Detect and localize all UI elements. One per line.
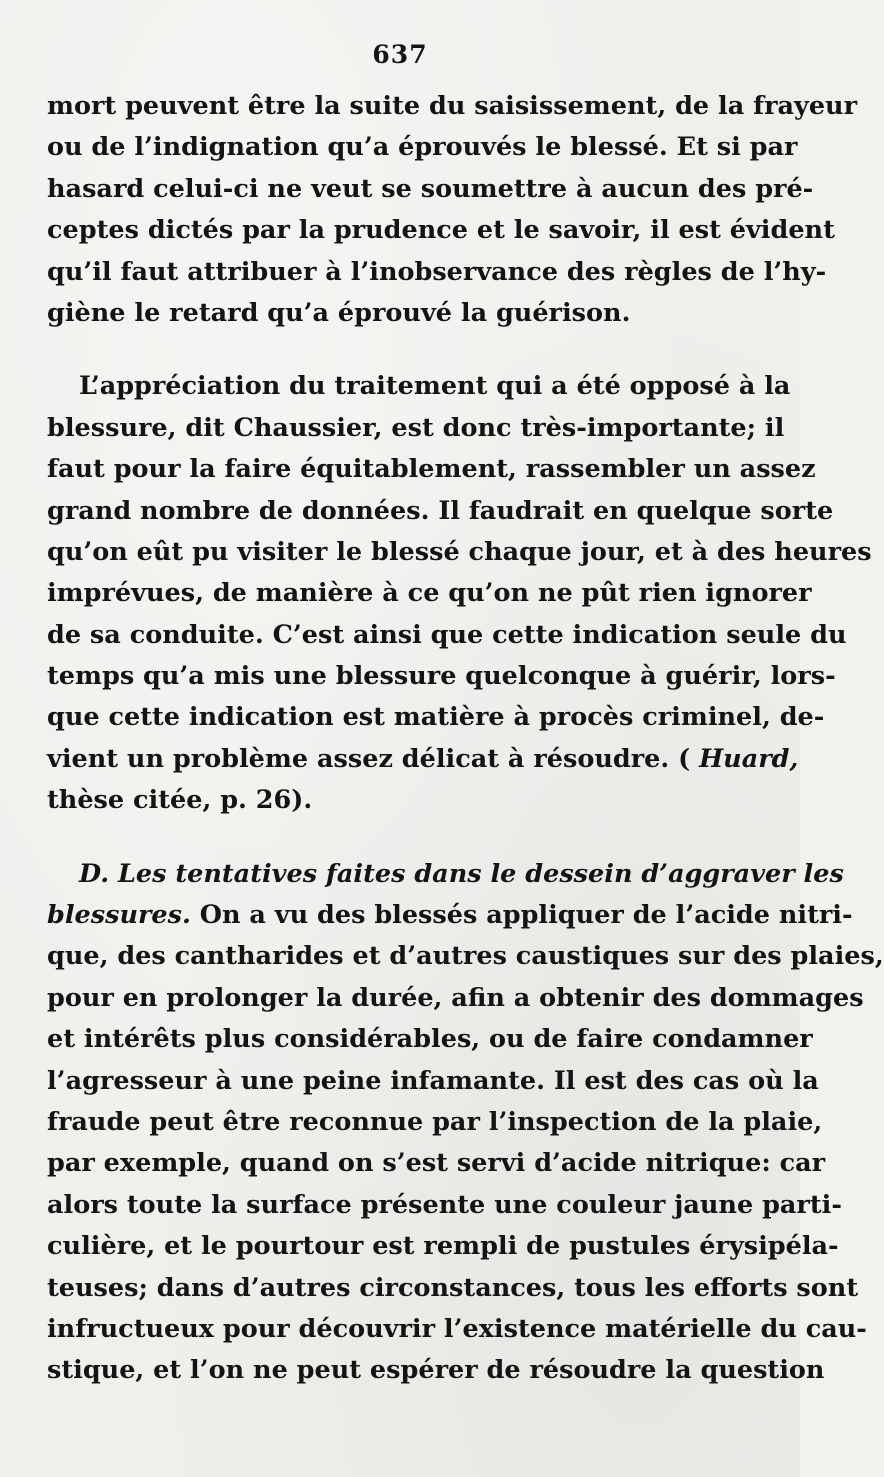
text-line: qu’il faut attribuer à l’inobservance des règles de l’hy-: [47, 256, 827, 287]
text-segment: On a vu des blessés appliquer de l’acide nitri-: [190, 900, 853, 931]
text-line: ou de l’indignation qu’a éprouvés le blessé. Et si par: [47, 132, 798, 163]
text-line: fraude peut être reconnue par l’inspection de la plaie,: [47, 1106, 823, 1137]
text-line: [47, 739, 799, 780]
text-line: giène le retard qu’a éprouvé la guérison.: [47, 297, 631, 328]
text-line: faut pour la faire équitablement, rassembler un assez: [47, 454, 816, 485]
paragraph-gap: [47, 822, 757, 854]
page-number: 637: [372, 40, 428, 69]
text-line: que, des cantharides et d’autres caustiques sur des plaies,: [47, 941, 884, 972]
text-line: [47, 895, 853, 936]
citation-author: Huard,: [699, 743, 799, 774]
text-line: par exemple, quand on s’est servi d’acide nitrique: car: [47, 1148, 826, 1179]
text-line: de sa conduite. C’est ainsi que cette indication seule du: [47, 619, 847, 650]
text-line: l’agresseur à une peine infamante. Il est des cas où la: [47, 1065, 819, 1096]
text-line: hasard celui-ci ne veut se soumettre à aucun des pré-: [47, 173, 814, 204]
text-line: blessure, dit Chaussier, est donc très-importante; il: [47, 412, 785, 443]
text-line: culière, et le pourtour est rempli de pustules érysipéla-: [47, 1231, 839, 1262]
text-line: et intérêts plus considérables, ou de faire condamner: [47, 1024, 813, 1055]
text-line: temps qu’a mis une blessure quelconque à guérir, lors-: [47, 661, 836, 692]
text-line: mort peuvent être la suite du saisissement, de la frayeur: [47, 91, 858, 121]
text-line: alors toute la surface présente une couleur jaune parti-: [47, 1189, 842, 1220]
section-heading-line: D. Les tentatives faites dans le dessein d’aggraver les: [79, 858, 844, 889]
section-heading-end: blessures.: [47, 900, 191, 931]
text-line: infructueux pour découvrir l’existence matérielle du cau-: [47, 1313, 867, 1344]
text-line: teuses; dans d’autres circonstances, tous les efforts sont: [47, 1272, 859, 1303]
text-line: L’appréciation du traitement qui a été opposé à la: [79, 371, 791, 402]
text-line: pour en prolonger la durée, afin a obtenir des dommages: [47, 982, 864, 1013]
text-segment: vient un problème assez délicat à résoudre. (: [47, 743, 691, 774]
text-line: stique, et l’on ne peut espérer de résoudre la question: [47, 1355, 825, 1386]
text-line: que cette indication est matière à procès criminel, de-: [47, 702, 825, 733]
text-line: ceptes dictés par la prudence et le savoir, il est évident: [47, 215, 835, 246]
text-line: imprévues, de manière à ce qu’on ne pût rien ignorer: [47, 578, 812, 609]
text-line: grand nombre de données. Il faudrait en quelque sorte: [47, 495, 834, 526]
text-line: qu’on eût pu visiter le blessé chaque jour, et à des heures: [47, 536, 872, 567]
paragraph-gap: [47, 334, 757, 366]
text-line: thèse citée, p. 26).: [47, 785, 313, 816]
page-body: [47, 86, 884, 1392]
